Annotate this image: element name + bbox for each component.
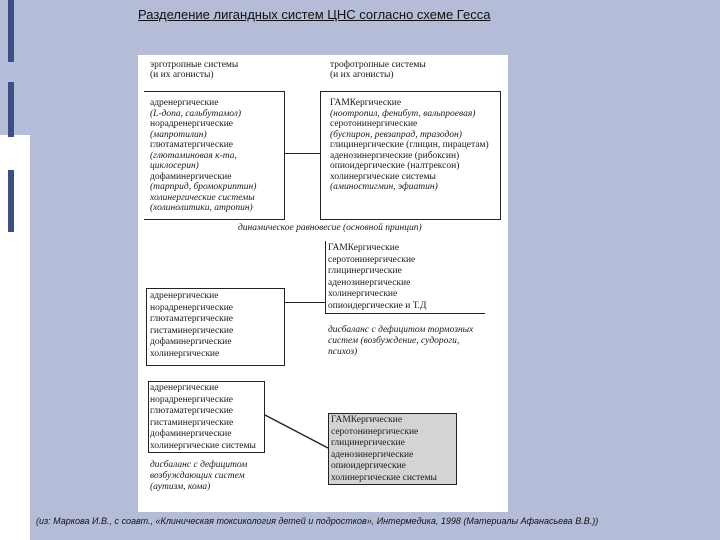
list-item: серотонинергические: [328, 254, 416, 265]
list-item: серотонинергические: [330, 119, 418, 129]
list-item: холинергические: [150, 348, 220, 359]
list-item: норадренергические: [150, 302, 233, 313]
list-item: (ноотропил, фенибут, вальпроевая): [330, 108, 476, 119]
list-item: норадренергические: [150, 394, 233, 405]
list-item: глицинергические: [331, 438, 405, 448]
left-accent-bar: [8, 82, 14, 137]
list-item: систем (возбуждение, судороги,: [328, 336, 460, 346]
list-item: норадренергические: [150, 119, 233, 129]
list-item: возбуждающих систем: [150, 471, 245, 481]
list-item: дисбаланс с дефицитом: [150, 460, 248, 470]
list-item: холинергические системы: [331, 472, 437, 483]
trophotropic-heading: трофотропные системы: [330, 60, 426, 70]
list-item: дофаминергические: [150, 429, 232, 439]
list-item: холинергические системы: [150, 192, 255, 203]
list-item: адренергические: [150, 98, 219, 108]
diagonal-connector: [138, 55, 508, 512]
list-item: (L-допа, сальбутамол): [150, 108, 242, 119]
list-item: циклосерин): [150, 161, 199, 171]
scheme-figure: [138, 55, 508, 512]
list-item: холинергические системы: [330, 171, 436, 182]
list-item: ГАМКергические: [331, 415, 403, 425]
list-item: (буспирон, ревзапрад, тразодон): [330, 129, 462, 140]
list-item: ГАМКергические: [330, 98, 402, 108]
list-item: глютаматергические: [150, 140, 233, 150]
list-item: (аминостигмин, эфиатин): [330, 182, 438, 192]
ergotropic-subheading: (и их агонисты): [150, 70, 214, 80]
list-item: дофаминергические: [150, 171, 232, 182]
list-item: аденозинергические: [331, 449, 414, 460]
list-item: адренергические: [150, 383, 219, 393]
citation: (из: Маркова И.В., с соавт., «Клиническая токсикология детей и подростков», Интермедика, 1998 (Материалы Афанасьева В.В.)): [36, 516, 599, 526]
list-item: глютаматергические: [150, 406, 233, 416]
list-item: ГАМКергические: [328, 243, 400, 253]
list-item: серотонинергические: [331, 426, 419, 437]
list-item: (аутизм, кома): [150, 482, 211, 492]
list-item: опиоидергические и Т.Д: [328, 300, 427, 311]
left-accent-bar: [8, 170, 14, 232]
list-item: гистаминергические: [150, 325, 234, 336]
ergotropic-heading: эрготропные системы: [150, 60, 239, 70]
list-item: дофаминергические: [150, 337, 232, 347]
trophotropic-subheading: (и их агонисты): [330, 70, 394, 80]
list-item: гистаминергические: [150, 417, 234, 428]
list-item: холинергические системы: [150, 440, 256, 451]
balance-caption: динамическое равновесие (основной принцип): [238, 223, 422, 233]
left-accent-bar: [8, 0, 14, 62]
list-item: (тарприд, бромокриптин): [150, 182, 257, 192]
slide-title: Разделение лигандных систем ЦНС согласно схеме Гесса: [138, 7, 491, 22]
list-item: (глютаминовая к-та,: [150, 150, 237, 161]
list-item: глицинергические (глицин, пирацетам): [330, 140, 489, 150]
list-item: (мапротилин): [150, 129, 207, 140]
list-item: глицинергические: [328, 266, 402, 276]
list-item: аденозинергические: [328, 277, 411, 288]
list-item: аденозинергические (рибоксин): [330, 150, 460, 161]
list-item: холинергические: [328, 289, 398, 299]
list-item: адренергические: [150, 291, 219, 301]
list-item: (холинолитики, атропин): [150, 203, 253, 213]
list-item: психоз): [328, 347, 358, 357]
list-item: опиоидергические: [331, 461, 406, 471]
list-item: дисбаланс с дефицитом тормозных: [328, 325, 474, 335]
list-item: глютаматергические: [150, 314, 233, 324]
list-item: опиоидергические (налтрексон): [330, 161, 460, 171]
